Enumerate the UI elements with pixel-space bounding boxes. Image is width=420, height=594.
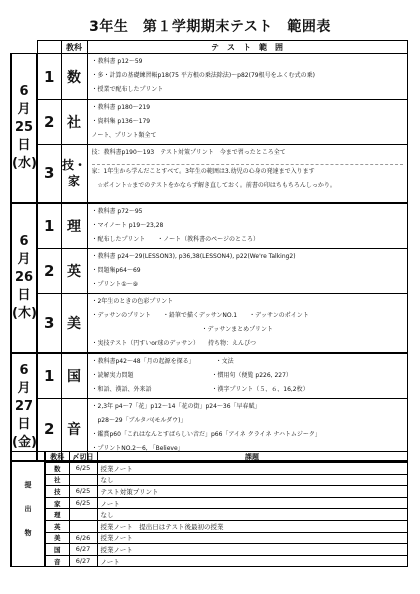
subject-label: 美 xyxy=(61,293,87,353)
range-content: ・2年生のときの色彩プリント ・デッサンのプリント ・鉛筆で描くデッサンNO.1 ・デッサンのポイント ・デッサンまとめプリント ・実技テスト（円すいor球のデッサン） 持ち物：えんぴつ xyxy=(87,293,407,353)
range-content: 技：教科書p190～193 テスト対策プリント 今まで習ったところ全て 家：1年生から学んだことすべて。3年生の範囲は3.幼児の心身の発達まで入ります ☆ポイント☆までのテストをかならず解き直しておく。前書の印はちもちろんしっかり。 xyxy=(87,145,407,203)
period-number: 2 xyxy=(37,248,61,293)
subject-label: 理 xyxy=(61,203,87,249)
range-content: ・教科書 p180～219 ・資料集 p136～179 ノート、プリント類全て xyxy=(87,100,407,145)
deadline-header: 〆切日 xyxy=(69,452,97,463)
table-row: 美 6/26 授業ノート xyxy=(11,532,407,544)
range-content: ・教科書p42～48「月の起源を探る」 ・文法 ・読解実力問題 ・慣用句（便覧 p226, 227） ・和語、漢語、外来語 ・漢字プリント（５、６、16,2枚） xyxy=(87,353,407,399)
range-content: ・教科書 p72～95 ・マイノート p19～23,28 ・配布したプリント ・ノート（教科書のページのところ） xyxy=(87,203,407,249)
subject-label: 社 xyxy=(61,100,87,145)
subject-label: 国 xyxy=(61,353,87,399)
subject-header: 教科 xyxy=(61,41,87,54)
period-number: 1 xyxy=(37,353,61,399)
period-number: 3 xyxy=(37,145,61,203)
period-number: 1 xyxy=(37,203,61,249)
subject-header: 教科 xyxy=(45,452,69,463)
subject-label: 数 xyxy=(61,54,87,100)
period-number: 2 xyxy=(37,399,61,461)
table-row: 数 6/25 授業ノート xyxy=(11,463,407,475)
table-row: 国 6/27 授業ノート xyxy=(11,544,407,556)
period-number: 2 xyxy=(37,100,61,145)
subject-label: 音 xyxy=(61,399,87,461)
date-cell: 6 月 27 日 (金) xyxy=(11,353,37,461)
table-row: 社 なし xyxy=(11,474,407,486)
table-row: 技 6/25 テスト対策プリント xyxy=(11,486,407,498)
test-range-table xyxy=(10,40,408,462)
subject-label: 英 xyxy=(61,248,87,293)
table-row: 音 6/27 ノート xyxy=(11,555,407,567)
range-header: テ ス ト 範 囲 xyxy=(87,41,407,54)
range-content: ・2,3年 p4～7「花」p12～14「花の街」p24～36「早春賦」 p28～29「ブルタバ(モルダウ)」 ・鑑賞p60「これはなんとすばらしい音だ」p66「アイネ クライネ ナハトムジーク」 ・プリントNO.2～6, 「Believe」 xyxy=(87,399,407,461)
date-cell: 6 月 26 日 (木) xyxy=(11,203,37,353)
subject-label: 技・ 家 xyxy=(61,145,87,203)
date-cell: 6 月 25 日 (水) xyxy=(11,54,37,203)
submissions-table xyxy=(10,451,408,567)
item-header: 課題 xyxy=(97,452,407,463)
table-row: 理 なし xyxy=(11,509,407,521)
range-content: ・教科書 p24～29(LESSON3), p36,38(LESSON4), p22(We're Talking2) ・問題集p64～69 ・プリント①～⑨ xyxy=(87,248,407,293)
range-content: ・教科書 p12～59 ・多・計算の基礎練習帳p18(75 平方根の乗法除法)～p82(79根号をふくむ式の乗) ・授業で配布したプリント xyxy=(87,54,407,100)
period-number: 3 xyxy=(37,293,61,353)
table-row: 家 6/25 ノート xyxy=(11,497,407,509)
table-row: 英 授業ノート 提出日はテスト後最初の授業 xyxy=(11,520,407,532)
page-title: 3年生 第１学期期末テスト 範囲表 xyxy=(89,19,331,35)
period-number: 1 xyxy=(37,54,61,100)
submissions-label: 提 出 物 xyxy=(11,452,45,567)
